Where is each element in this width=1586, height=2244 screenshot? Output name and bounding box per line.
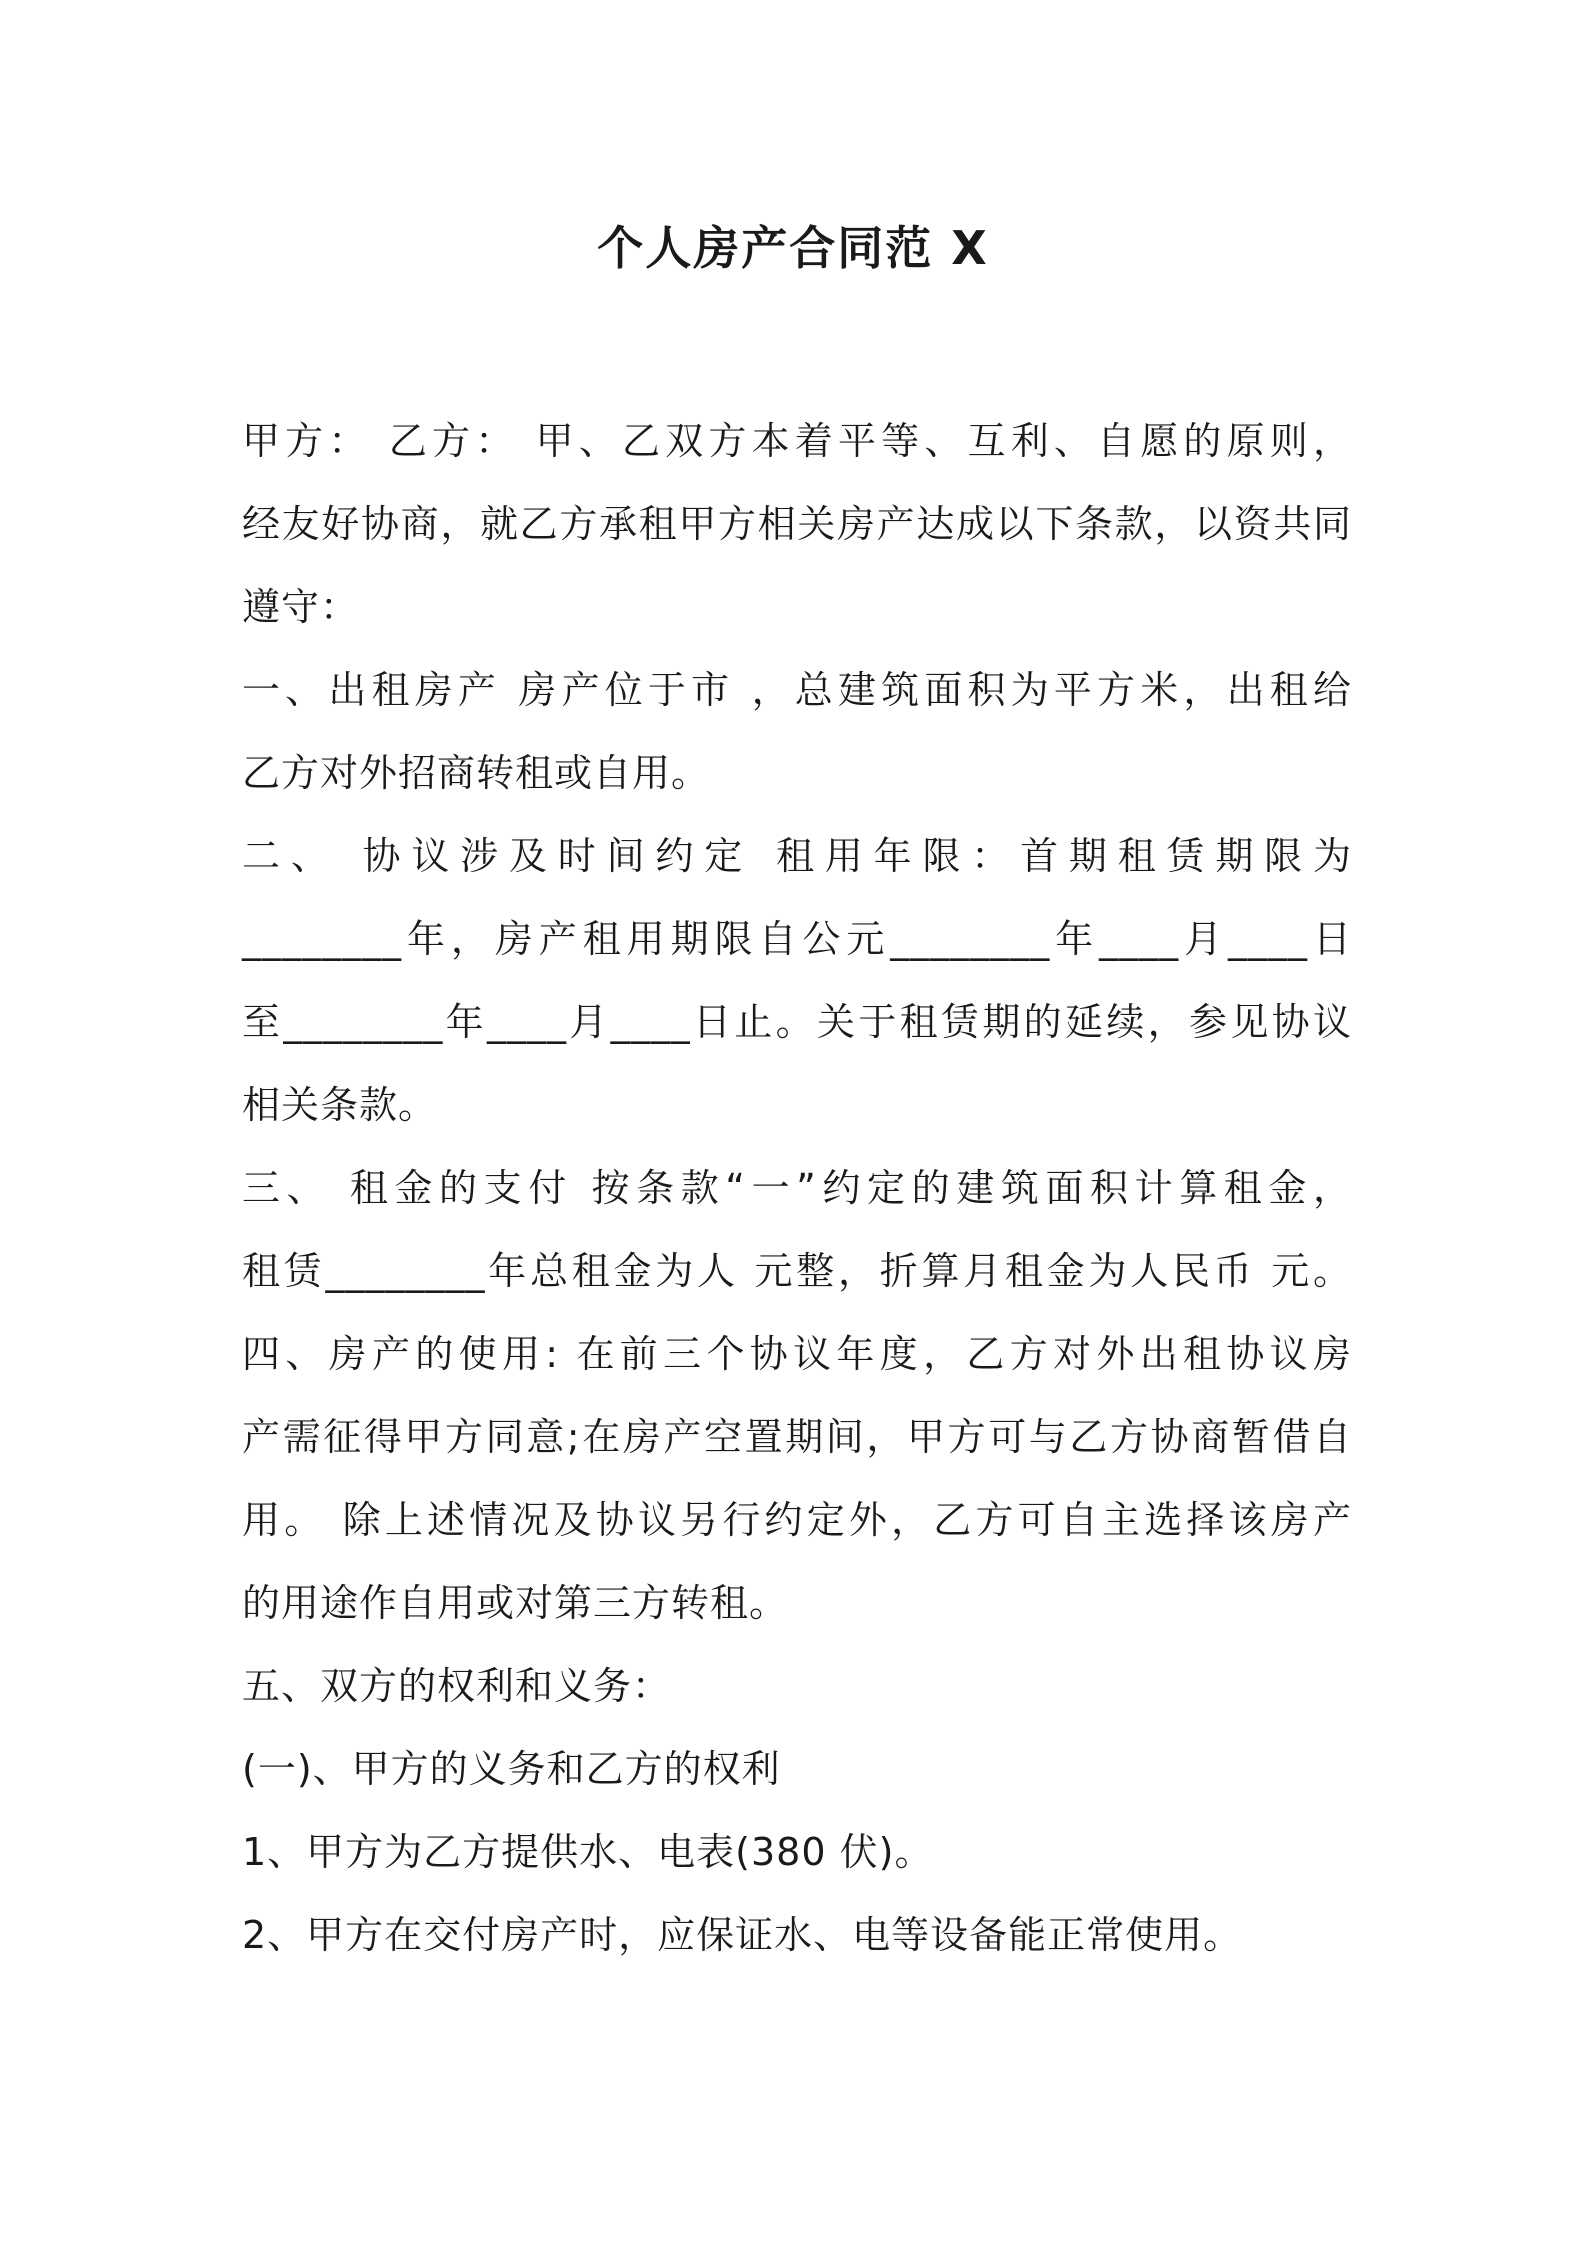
paragraph-line: 租赁________年总租金为人 元整，折算月租金为人民币 元。	[242, 1249, 1352, 1293]
paragraph-line: 一、出租房产 房产位于市 ，总建筑面积为平方米，出租给	[242, 668, 1352, 712]
paragraph-line: 三、 租金的支付 按条款“一”约定的建筑面积计算租金，	[242, 1166, 1352, 1210]
paragraph-line: 二、 协议涉及时间约定 租用年限：首期租赁期限为	[242, 834, 1352, 878]
paragraph-line: 四、房产的使用: 在前三个协议年度，乙方对外出租协议房	[242, 1332, 1352, 1376]
document-title: 个人房产合同范 X	[597, 221, 989, 275]
paragraph-line: 经友好协商，就乙方承租甲方相关房产达成以下条款，以资共同	[242, 502, 1352, 546]
paragraph-line: 甲方： 乙方： 甲、乙双方本着平等、互利、自愿的原则，	[242, 419, 1352, 463]
paragraph-line: 遵守：	[242, 585, 360, 629]
list-item: 2、甲方在交付房产时，应保证水、电等设备能正常使用。	[242, 1913, 1243, 1957]
paragraph-line: 相关条款。	[242, 1083, 438, 1127]
section-heading: 五、双方的权利和义务：	[242, 1664, 672, 1708]
paragraph-line: 用。 除上述情况及协议另行约定外，乙方可自主选择该房产	[242, 1498, 1352, 1542]
list-item: 1、甲方为乙方提供水、电表(380 伏)。	[242, 1830, 934, 1874]
subsection-heading: (一)、甲方的义务和乙方的权利	[242, 1747, 781, 1791]
paragraph-line: 乙方对外招商转租或自用。	[242, 751, 711, 795]
paragraph-line: 至________年____月____日止。关于租赁期的延续，参见协议	[242, 1000, 1352, 1044]
paragraph-line: 的用途作自用或对第三方转租。	[242, 1581, 789, 1625]
paragraph-line: ________年，房产租用期限自公元________年____月____日	[242, 917, 1352, 961]
document-body	[242, 400, 1352, 1977]
paragraph-line: 产需征得甲方同意;在房产空置期间，甲方可与乙方协商暂借自	[242, 1415, 1352, 1459]
